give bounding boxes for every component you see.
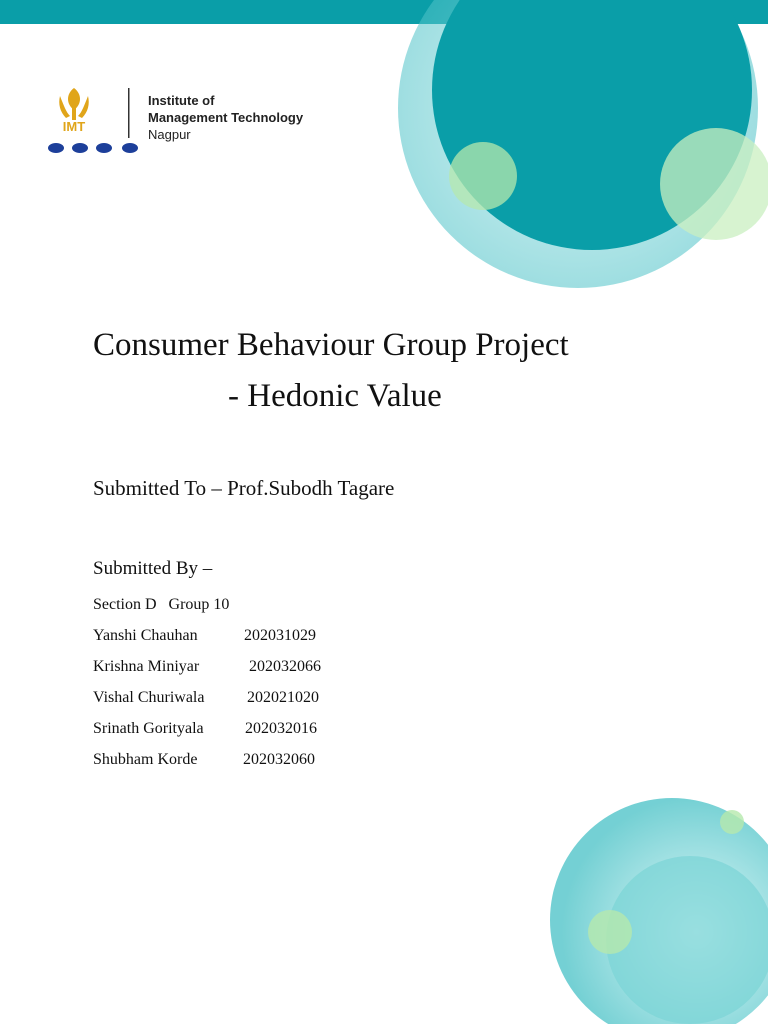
member-row (93, 718, 321, 749)
member-id: 202032016 (245, 720, 317, 737)
member-row (93, 749, 321, 780)
logo-dots (48, 143, 138, 153)
member-id: 202032066 (249, 658, 321, 675)
logo-line-2: Management Technology (148, 110, 304, 125)
green-dot-left (449, 142, 517, 210)
submitted-to: Submitted To – Prof.Subodh Tagare (93, 476, 395, 500)
title-line-1: Consumer Behaviour Group Project (93, 327, 569, 363)
member-id: 202032060 (243, 751, 315, 768)
member-id: 202031029 (244, 627, 316, 644)
logo-line-3: Nagpur (148, 127, 191, 142)
member-name: Krishna Miniyar (93, 658, 200, 675)
member-name: Vishal Churiwala (93, 689, 205, 706)
green-dot-right (660, 128, 768, 240)
logo-emblem (59, 88, 89, 134)
member-id: 202021020 (247, 689, 319, 706)
member-list (93, 594, 321, 780)
section-group: Section D Group 10 (93, 596, 230, 613)
member-row (93, 625, 321, 656)
logo-text (148, 92, 303, 143)
green-dot-bottom (588, 910, 632, 954)
submitted-by: Submitted By – (93, 558, 213, 579)
member-row (93, 687, 321, 718)
member-name: Shubham Korde (93, 751, 198, 768)
member-name: Yanshi Chauhan (93, 627, 198, 644)
logo-emblem-text: IMT (62, 119, 86, 134)
page-title (93, 320, 713, 422)
member-row (93, 656, 321, 687)
green-dot-small (720, 810, 744, 834)
member-name: Srinath Gorityala (93, 720, 204, 737)
title-line-2: - Hedonic Value (228, 378, 442, 414)
logo-line-1: Institute of (148, 93, 215, 108)
